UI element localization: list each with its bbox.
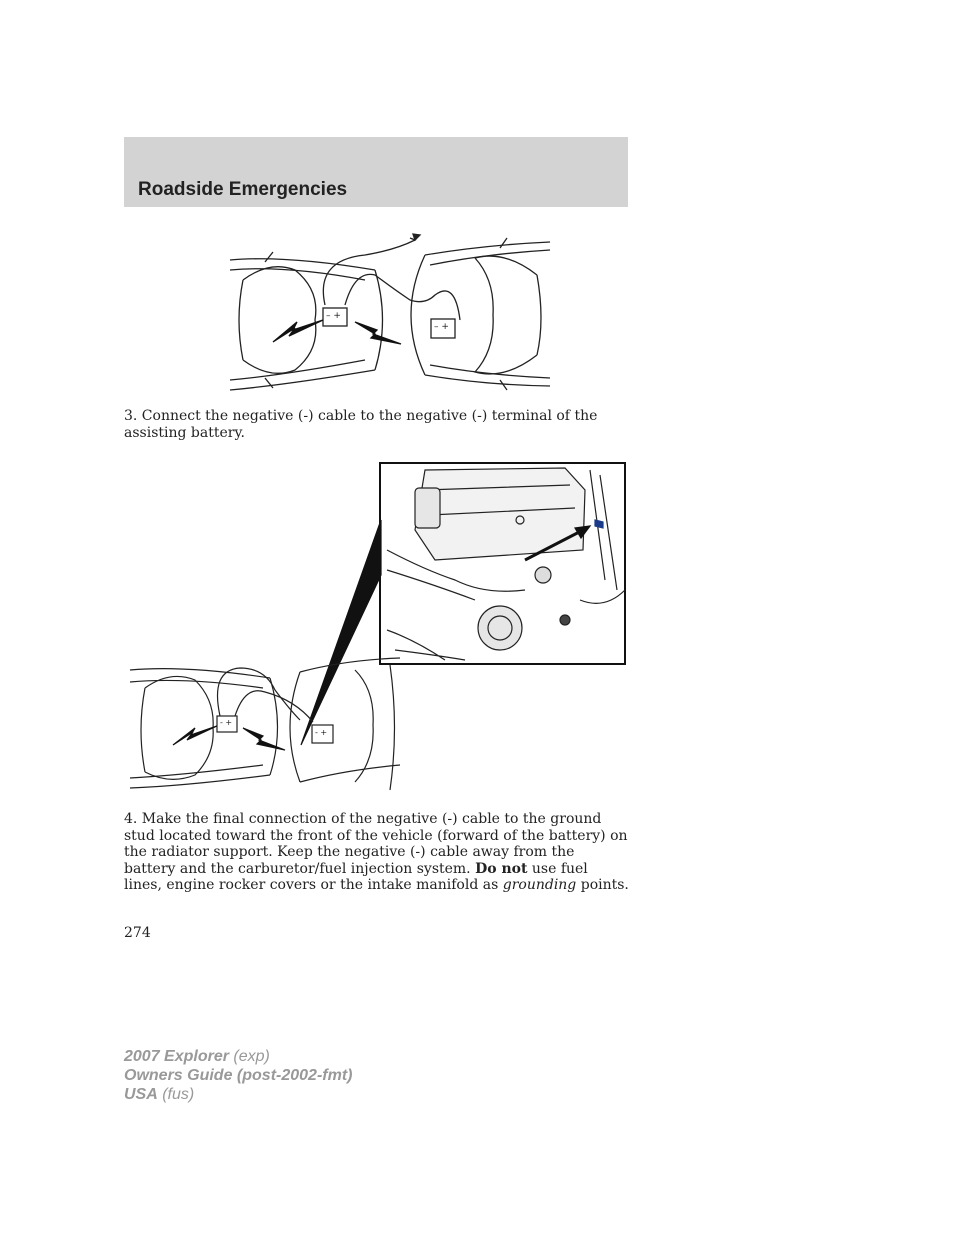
left-battery-terminals: – + [326,311,341,321]
spark-bolt-right [355,322,401,344]
right-vehicle-2 [290,658,400,790]
footer-line-3 [124,1085,352,1104]
footer-model-code: (exp) [228,1048,270,1065]
footer-line-2 [124,1066,352,1085]
footer-market: USA [124,1086,158,1103]
footer-model: 2007 Explorer [124,1048,229,1065]
left-vehicle [230,252,383,390]
jump-start-diagram-1 [225,230,555,395]
step-4-part1: 4. Make the final connection of the negative (-) cable to the ground stud located toward the front of the vehicle (forward of the battery) on the radiator support. Keep the negative (-) cable away from the battery and the carburetor/fuel injection system. [124,811,628,877]
step-3-text: 3. Connect the negative (-) cable to the negative (-) terminal of the assisting battery. [124,408,598,441]
page-number: 274 [124,925,151,941]
engine-bay-detail [380,463,625,664]
spark-bolt-right-2 [243,728,285,750]
callout-pointer [301,520,381,745]
section-header [124,137,628,207]
right-battery [431,319,455,338]
left-vehicle-2 [130,669,278,788]
footer-guide: Owners Guide (post-2002-fmt) [124,1067,353,1084]
footer-market-code: (fus) [157,1086,195,1103]
step-4-bold: Do not [475,860,528,877]
right-vehicle [411,238,550,390]
document-footer [124,1047,352,1104]
jumper-cables [323,234,460,320]
jump-start-diagram-2 [125,460,630,795]
step-4-text [124,811,630,894]
right-battery-terminals: – + [434,322,449,332]
left-battery-2 [217,716,237,732]
footer-line-1 [124,1047,352,1066]
spark-bolt-left-2 [173,726,217,745]
step-4-part2: use fuel lines, engine rocker covers or the intake manifold as [124,860,588,893]
step-4-italic: grounding [502,877,577,893]
left-battery [323,308,347,326]
right-battery-2-terminals: - + [315,728,328,737]
left-battery-2-terminals: - + [220,718,233,727]
section-title: Roadside Emergencies [138,179,348,200]
right-battery-2 [312,725,333,743]
step-4-part3: points. [576,877,629,893]
